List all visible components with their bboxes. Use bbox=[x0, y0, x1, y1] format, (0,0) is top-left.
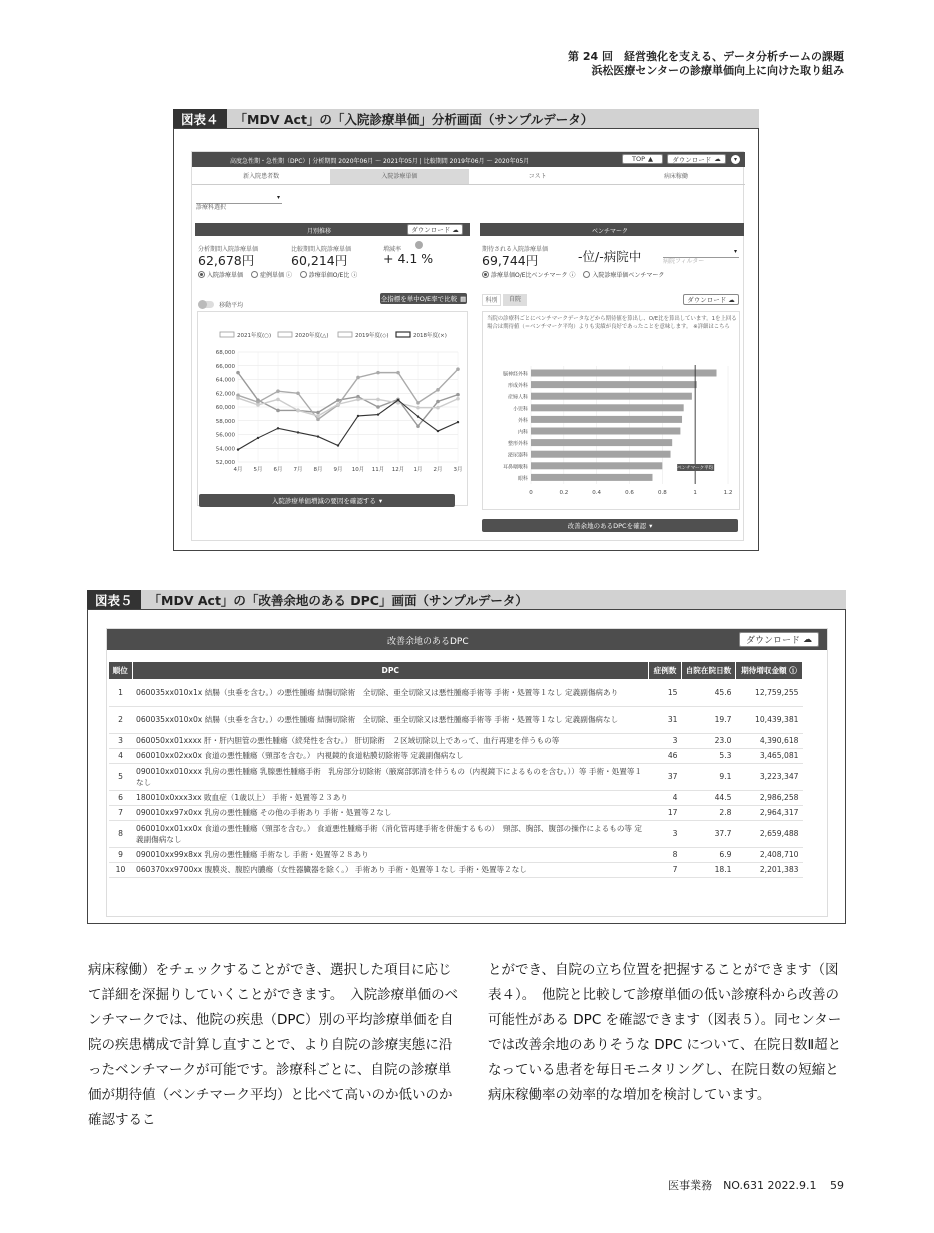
body-paragraph-right: とができ、自院の立ち位置を把握することができます（図表４）。 他院と比較して診療単価の低い診療科から改善の可能性がある DPC を確認できます（図表５）。同センターでは改善余地のありそうな DPC について、在院日数Ⅱ超となっている患者を毎日モニタリングし、在院日数の短縮と病床稼働率の効率的な増加を検討しています。 bbox=[488, 962, 842, 1103]
cell-amount: 2,201,383 bbox=[736, 862, 803, 877]
radio-label: 入院診療単価ベンチマーク bbox=[592, 272, 665, 279]
monthly-trend-download-button[interactable] bbox=[407, 224, 463, 235]
x-tick-label: 2月 bbox=[433, 467, 443, 473]
cell-days: 5.3 bbox=[682, 748, 736, 763]
category-label: 産婦人科 bbox=[507, 394, 528, 401]
fig4-caption bbox=[173, 109, 759, 128]
benchmark-panel bbox=[480, 223, 744, 538]
caret-down-icon: ▾ bbox=[378, 496, 383, 505]
dpc-table-header bbox=[109, 662, 803, 679]
x-tick-label: 1.2 bbox=[723, 490, 733, 496]
benchmark-bar bbox=[531, 404, 684, 411]
data-point bbox=[377, 413, 379, 415]
benchmark-header bbox=[480, 223, 744, 236]
x-tick-label: 0 bbox=[529, 490, 533, 496]
data-point bbox=[276, 398, 280, 402]
data-point bbox=[436, 388, 440, 392]
category-label: 小児科 bbox=[512, 406, 528, 413]
fig4-frame bbox=[173, 128, 759, 551]
benchmark-bar bbox=[531, 393, 692, 400]
category-label: 外科 bbox=[517, 417, 528, 424]
data-point bbox=[317, 435, 319, 437]
data-point bbox=[256, 403, 260, 407]
benchmark-radio-group bbox=[482, 270, 664, 279]
app-topbar-text: 高度急性期・急性期（DPC）| 分析期間 2020年06月 ～ 2021年05月 | 比較期間 2019年06月 ～ 2020年05月 bbox=[230, 158, 530, 165]
cell-days: 6.9 bbox=[682, 847, 736, 862]
x-tick-label: 9月 bbox=[333, 467, 343, 473]
hospital-rank: -位/-病院中 bbox=[578, 249, 642, 264]
svg-text:2018年度(×): 2018年度(×) bbox=[413, 333, 447, 339]
hospital-filter-label: 病院フィルター bbox=[663, 258, 705, 265]
radio-case-price[interactable] bbox=[251, 272, 292, 279]
y-tick-label: 62,000 bbox=[215, 391, 235, 398]
cell-dpc: 090010xx97x0xx 乳房の悪性腫瘍 その他の手術あり 手術・処置等２なし bbox=[132, 805, 649, 820]
benchmark-note: 当院の診療科ごとにベンチマークデータなどから期待値を算出し、O/E比を算出しています。1を上回る場合は期待値（＝ベンチマーク平均）よりも実績が良好であったことを意味します。 ※詳細はこちら bbox=[487, 316, 737, 330]
monthly-line-chart bbox=[198, 312, 469, 507]
cell-dpc: 060050xx01xxxx 肝・肝内胆管の悪性腫瘍（続発性を含む。） 肝切除術 ２区域切除以上であって、血行再建を伴うもの等 bbox=[132, 733, 649, 748]
data-point bbox=[276, 389, 280, 393]
department-select[interactable] bbox=[196, 194, 282, 211]
running-header-line1: 第 24 回 経営強化を支える、データ分析チームの課題 bbox=[568, 50, 844, 63]
cell-amount: 2,964,317 bbox=[736, 805, 803, 820]
col-dpc[interactable]: DPC bbox=[132, 662, 649, 679]
y-tick-label: 64,000 bbox=[215, 377, 235, 384]
fig5-download-label: ダウンロード bbox=[745, 636, 800, 646]
body-text-left bbox=[88, 958, 462, 1133]
benchmark-bar bbox=[531, 416, 682, 423]
dpc-table bbox=[109, 662, 803, 878]
radio-off-icon bbox=[300, 271, 307, 278]
cell-dpc: 060370xx9700xx 腹膜炎、腹腔内膿瘍（女性器臓器を除く。） 手術あり 手術・処置等１なし 手術・処置等２なし bbox=[132, 862, 649, 877]
tab-cost[interactable]: コスト bbox=[528, 173, 547, 180]
monthly-trend-header bbox=[195, 223, 470, 236]
table-row[interactable] bbox=[109, 847, 803, 862]
fig5-frame bbox=[87, 609, 846, 924]
data-point bbox=[356, 376, 360, 380]
body-text-right bbox=[488, 958, 848, 1108]
x-tick-label: 5月 bbox=[253, 467, 263, 473]
cell-cases: 46 bbox=[649, 748, 682, 763]
cell-rank: 4 bbox=[109, 748, 132, 763]
legend-entry[interactable] bbox=[220, 331, 271, 339]
data-point bbox=[376, 371, 380, 375]
radio-off-icon bbox=[251, 271, 258, 278]
monthly-trend-panel bbox=[195, 223, 470, 513]
x-tick-label: 0.4 bbox=[592, 490, 602, 496]
cell-dpc: 090010xx99x8xx 乳房の悪性腫瘍 手術なし 手術・処置等２８あり bbox=[132, 847, 649, 862]
x-tick-label: 11月 bbox=[371, 467, 385, 473]
info-icon bbox=[415, 241, 423, 249]
table-row[interactable] bbox=[109, 733, 803, 748]
benchmark-bar bbox=[531, 462, 662, 469]
radio-oe-benchmark[interactable] bbox=[482, 272, 575, 279]
topbar-download-button[interactable] bbox=[667, 154, 726, 164]
data-point bbox=[316, 418, 320, 422]
fig5-title: 「MDV Act」の「改善余地のある DPC」画面（サンプルデータ） bbox=[148, 592, 528, 608]
cell-amount: 2,659,488 bbox=[736, 820, 803, 847]
caret-down-icon: ▾ bbox=[733, 248, 737, 255]
table-row[interactable] bbox=[109, 790, 803, 805]
data-point bbox=[236, 371, 240, 375]
data-point bbox=[296, 391, 300, 395]
top-button[interactable] bbox=[622, 154, 663, 164]
cell-dpc: 060035xx010x0x 結腸（虫垂を含む。）の悪性腫瘍 結腸切除術 全切除、亜全切除又は悪性腫瘍手術等 手術・処置等１なし 定義副傷病なし bbox=[132, 706, 649, 733]
fig5-caption bbox=[87, 590, 846, 609]
legend-entry[interactable] bbox=[396, 331, 447, 339]
data-point bbox=[396, 371, 400, 375]
svg-text:2019年度(◇): 2019年度(◇) bbox=[355, 333, 389, 339]
benchmark-download-button[interactable] bbox=[683, 294, 739, 305]
radio-label: 入院診療単価 bbox=[207, 272, 244, 279]
cell-amount: 10,439,381 bbox=[736, 706, 803, 733]
data-point bbox=[437, 430, 439, 432]
chart-icon: ▦ bbox=[460, 294, 467, 303]
table-row[interactable] bbox=[109, 706, 803, 733]
expected-price-label: 期待される入院診療単価 bbox=[482, 246, 549, 253]
unit-price-factor-button[interactable] bbox=[199, 494, 455, 507]
data-point bbox=[237, 448, 239, 450]
benchmark-download-label: ダウンロード bbox=[687, 296, 727, 304]
data-point bbox=[376, 398, 380, 402]
analysis-period-label: 分析期間入院診療単価 bbox=[198, 246, 259, 253]
top-button-label: TOP bbox=[631, 155, 645, 163]
analysis-period-value: 62,678円 bbox=[198, 253, 255, 268]
legend-entry[interactable] bbox=[338, 331, 389, 339]
data-point bbox=[316, 411, 320, 415]
data-point bbox=[316, 414, 320, 418]
cell-cases: 37 bbox=[649, 763, 682, 790]
x-tick-label: 1月 bbox=[413, 467, 423, 473]
data-point bbox=[436, 400, 440, 404]
toggle-switch-icon bbox=[198, 301, 214, 308]
cell-days: 37.7 bbox=[682, 820, 736, 847]
hospital-filter-select[interactable] bbox=[663, 248, 739, 265]
cloud-download-icon: ☁ bbox=[803, 634, 812, 645]
radio-on-icon bbox=[198, 271, 205, 278]
mdv-app-window bbox=[191, 151, 744, 541]
cell-amount: 12,759,255 bbox=[736, 679, 803, 706]
benchmark-title: ベンチマーク bbox=[592, 228, 629, 235]
page-number: 59 bbox=[830, 1179, 844, 1192]
benchmark-bar bbox=[531, 370, 717, 377]
cell-rank: 1 bbox=[109, 679, 132, 706]
x-tick-label: 8月 bbox=[313, 467, 323, 473]
table-row[interactable] bbox=[109, 748, 803, 763]
cell-rank: 2 bbox=[109, 706, 132, 733]
benchmark-bar-chart bbox=[483, 354, 741, 510]
cell-cases: 31 bbox=[649, 706, 682, 733]
change-rate-label: 増減率 bbox=[383, 246, 402, 253]
unit-price-factor-label: 入院診療単価増減の要因を確認する bbox=[271, 497, 376, 505]
body-paragraph-left: 病床稼働）をチェックすることができ、選択した項目に応じて詳細を深掘りしていくことができます。 入院診療単価のベンチマークでは、他院の疾患（DPC）別の平均診療単価を自院の疾患構成で計算し直すことで、より自院の診療実態に沿ったベンチマークが可能です。診療科ごとに、自院の診療単価が期待値（ベンチマーク平均）と比べて高いのか低いのか確認するこ bbox=[88, 962, 459, 1128]
series-line bbox=[238, 369, 458, 419]
cell-cases: 8 bbox=[649, 847, 682, 862]
category-label: 整形外科 bbox=[507, 441, 528, 448]
cloud-download-icon: ☁ bbox=[452, 225, 459, 234]
benchmark-bar bbox=[531, 381, 697, 388]
topbar-download-label: ダウンロード bbox=[672, 155, 712, 164]
cell-days: 19.7 bbox=[682, 706, 736, 733]
data-point bbox=[416, 401, 420, 405]
data-point bbox=[456, 397, 460, 401]
cell-rank: 10 bbox=[109, 862, 132, 877]
chevron-down-icon[interactable]: ▾ bbox=[731, 155, 740, 164]
compare-all-label: 全指標を単中O/E率で比較 bbox=[380, 295, 458, 303]
category-label: 脳神経外科 bbox=[502, 371, 528, 378]
monthly-trend-title: 月別推移 bbox=[307, 228, 332, 235]
y-tick-label: 56,000 bbox=[215, 432, 235, 439]
col-cases[interactable]: 症例数 bbox=[649, 662, 682, 679]
cell-rank: 9 bbox=[109, 847, 132, 862]
x-tick-label: 1 bbox=[693, 490, 697, 496]
cell-days: 44.5 bbox=[682, 790, 736, 805]
col-rank[interactable]: 順位 bbox=[109, 662, 132, 679]
radio-label: 診療単価O/E比 ⓘ bbox=[308, 272, 358, 279]
data-point bbox=[356, 398, 360, 402]
data-point bbox=[397, 399, 399, 401]
data-point bbox=[457, 421, 459, 423]
cell-rank: 5 bbox=[109, 763, 132, 790]
cell-cases: 3 bbox=[649, 733, 682, 748]
data-point bbox=[436, 406, 440, 410]
y-tick-label: 60,000 bbox=[215, 405, 235, 411]
data-point bbox=[296, 409, 300, 413]
cell-dpc: 180010x0xxx3xx 敗血症（1歳以上） 手術・処置等２３あり bbox=[132, 790, 649, 805]
subtab-department[interactable]: 科別 bbox=[482, 294, 501, 306]
data-point bbox=[416, 424, 420, 428]
cell-dpc: 060010xx02xx0x 食道の悪性腫瘍（頸部を含む。） 内視鏡的食道粘膜切除術等 定義副傷病なし bbox=[132, 748, 649, 763]
table-row[interactable] bbox=[109, 862, 803, 877]
x-tick-label: 3月 bbox=[453, 467, 463, 473]
x-tick-label: 0.8 bbox=[657, 490, 667, 496]
cell-rank: 3 bbox=[109, 733, 132, 748]
category-label: 形成外科 bbox=[507, 383, 528, 390]
benchmark-bar bbox=[531, 428, 680, 435]
x-tick-label: 4月 bbox=[233, 467, 243, 473]
table-row[interactable] bbox=[109, 820, 803, 847]
data-point bbox=[257, 437, 259, 439]
data-point bbox=[376, 405, 380, 409]
cell-cases: 4 bbox=[649, 790, 682, 805]
data-point bbox=[297, 431, 299, 433]
cell-days: 18.1 bbox=[682, 862, 736, 877]
monthly-download-label: ダウンロード bbox=[411, 226, 451, 234]
moving-average-toggle[interactable] bbox=[198, 292, 243, 311]
line-chart-box bbox=[197, 311, 468, 506]
cell-cases: 17 bbox=[649, 805, 682, 820]
comparison-period-value: 60,214円 bbox=[291, 253, 348, 268]
radio-off-icon bbox=[583, 271, 590, 278]
tab-bed-utilization[interactable]: 病床稼働 bbox=[663, 173, 688, 180]
change-rate-value: + 4.1 % bbox=[383, 251, 434, 266]
category-label: 眼科 bbox=[517, 475, 528, 482]
benchmark-bar bbox=[531, 474, 652, 481]
cell-days: 45.6 bbox=[682, 679, 736, 706]
data-point bbox=[276, 409, 280, 413]
data-point bbox=[357, 415, 359, 417]
cell-amount: 2,408,710 bbox=[736, 847, 803, 862]
table-row[interactable] bbox=[109, 679, 803, 706]
x-tick-label: 0.6 bbox=[625, 490, 634, 496]
data-point bbox=[416, 406, 420, 410]
cell-amount: 3,223,347 bbox=[736, 763, 803, 790]
y-tick-label: 58,000 bbox=[215, 418, 235, 425]
radio-on-icon bbox=[482, 271, 489, 278]
x-tick-label: 12月 bbox=[391, 467, 405, 473]
reference-label: ベンチマーク平均 bbox=[677, 466, 714, 471]
tab-inpatient-unit-price[interactable]: 入院診療単価 bbox=[330, 169, 468, 184]
cell-rank: 7 bbox=[109, 805, 132, 820]
legend-entry[interactable] bbox=[278, 331, 329, 339]
department-select-label: 診療科選択 bbox=[196, 204, 227, 211]
cell-dpc: 090010xx010xxx 乳房の悪性腫瘍 乳腺悪性腫瘍手術 乳房部分切除術（腋窩部郭清を伴うもの（内視鏡下によるものを含む。））等 手術・処置等１なし bbox=[132, 763, 649, 790]
fig5-tag: 図表５ bbox=[87, 590, 141, 609]
data-point bbox=[336, 402, 340, 406]
cell-cases: 3 bbox=[649, 820, 682, 847]
x-tick-label: 6月 bbox=[273, 467, 283, 473]
data-point bbox=[456, 393, 460, 397]
y-tick-label: 68,000 bbox=[215, 350, 235, 356]
data-point bbox=[456, 367, 460, 371]
cell-dpc: 060010xx01xx0x 食道の悪性腫瘍（頸部を含む。） 食道悪性腫瘍手術（消化管再建手術を併施するもの） 頸部、胸部、腹部の操作によるもの等 定義副傷病なし bbox=[132, 820, 649, 847]
x-tick-label: 7月 bbox=[293, 467, 303, 473]
radio-oe-ratio[interactable] bbox=[300, 272, 357, 279]
comparison-period-label: 比較期間入院診療単価 bbox=[291, 246, 352, 253]
fig5-download-button[interactable] bbox=[739, 632, 819, 647]
improvable-dpc-header bbox=[107, 629, 827, 650]
data-point bbox=[337, 444, 339, 446]
x-tick-label: 0.2 bbox=[559, 490, 569, 496]
benchmark-bar bbox=[531, 451, 671, 458]
radio-price-benchmark[interactable] bbox=[583, 272, 664, 279]
caret-down-icon: ▾ bbox=[649, 521, 653, 530]
fig4-tag: 図表４ bbox=[173, 109, 227, 128]
x-tick-label: 10月 bbox=[351, 467, 365, 473]
benchmark-chart-box bbox=[482, 311, 740, 510]
cell-amount: 2,986,258 bbox=[736, 790, 803, 805]
improvable-dpc-title: 改善余地のあるDPC bbox=[387, 637, 469, 647]
cell-dpc: 060035xx010x1x 結腸（虫垂を含む。）の悪性腫瘍 結腸切除術 全切除、亜全切除又は悪性腫瘍手術等 手術・処置等１なし 定義副傷病あり bbox=[132, 679, 649, 706]
moving-average-label: 移動平均 bbox=[219, 302, 244, 309]
data-point bbox=[236, 396, 240, 400]
subtab-own-hospital[interactable]: 自院 bbox=[503, 294, 527, 306]
table-row[interactable] bbox=[109, 805, 803, 820]
data-point bbox=[336, 398, 340, 402]
svg-text:2020年度(△): 2020年度(△) bbox=[295, 333, 329, 339]
category-label: 耳鼻咽喉科 bbox=[502, 464, 528, 471]
radio-label: 症例単価 ⓘ bbox=[259, 272, 292, 279]
compare-all-button[interactable] bbox=[380, 293, 467, 304]
cloud-download-icon: ☁ bbox=[714, 155, 721, 163]
arrow-up-icon: ▲ bbox=[648, 155, 653, 163]
cell-rank: 8 bbox=[109, 820, 132, 847]
cloud-download-icon: ☁ bbox=[728, 295, 735, 304]
tab-bar bbox=[192, 169, 745, 185]
category-label: 内科 bbox=[517, 429, 528, 436]
page-footer bbox=[668, 1177, 844, 1193]
dpc-table-wrap bbox=[109, 662, 803, 878]
data-point bbox=[277, 427, 279, 429]
cell-cases: 7 bbox=[649, 862, 682, 877]
fig4-title: 「MDV Act」の「入院診療単価」分析画面（サンプルデータ） bbox=[234, 111, 594, 127]
y-tick-label: 52,000 bbox=[215, 460, 235, 466]
col-amount[interactable]: 期待増収金額 ⓘ bbox=[736, 662, 803, 679]
improvable-dpc-button[interactable] bbox=[482, 519, 738, 532]
data-point bbox=[417, 415, 419, 417]
improvable-dpc-panel bbox=[106, 628, 828, 917]
cell-amount: 4,390,618 bbox=[736, 733, 803, 748]
tab-new-admissions[interactable]: 新入院患者数 bbox=[243, 173, 280, 180]
y-tick-label: 54,000 bbox=[215, 446, 235, 453]
caret-down-icon: ▾ bbox=[276, 194, 280, 201]
cell-cases: 15 bbox=[649, 679, 682, 706]
expected-price-value: 69,744円 bbox=[482, 253, 539, 268]
cell-days: 9.1 bbox=[682, 763, 736, 790]
improvable-dpc-label: 改善余地のあるDPCを確認 bbox=[567, 522, 647, 530]
app-topbar bbox=[192, 152, 745, 167]
cell-days: 2.8 bbox=[682, 805, 736, 820]
radio-label: 診療単価O/E比ベンチマーク ⓘ bbox=[491, 272, 576, 279]
radio-inpatient-price[interactable] bbox=[198, 272, 243, 279]
metric-radio-group bbox=[198, 270, 357, 279]
running-header-line2: 浜松医療センターの診療単価向上に向けた取り組み bbox=[591, 64, 844, 77]
table-row[interactable] bbox=[109, 763, 803, 790]
journal-name: 医事業務 NO.631 2022.9.1 bbox=[668, 1179, 817, 1192]
y-tick-label: 66,000 bbox=[215, 363, 235, 370]
cell-rank: 6 bbox=[109, 790, 132, 805]
cell-days: 23.0 bbox=[682, 733, 736, 748]
col-days[interactable]: 自院在院日数 bbox=[682, 662, 736, 679]
category-label: 泌尿器科 bbox=[507, 452, 528, 459]
cell-amount: 3,465,081 bbox=[736, 748, 803, 763]
series-line bbox=[238, 373, 458, 427]
benchmark-bar bbox=[531, 439, 672, 446]
svg-text:2021年度(○): 2021年度(○) bbox=[237, 333, 272, 339]
